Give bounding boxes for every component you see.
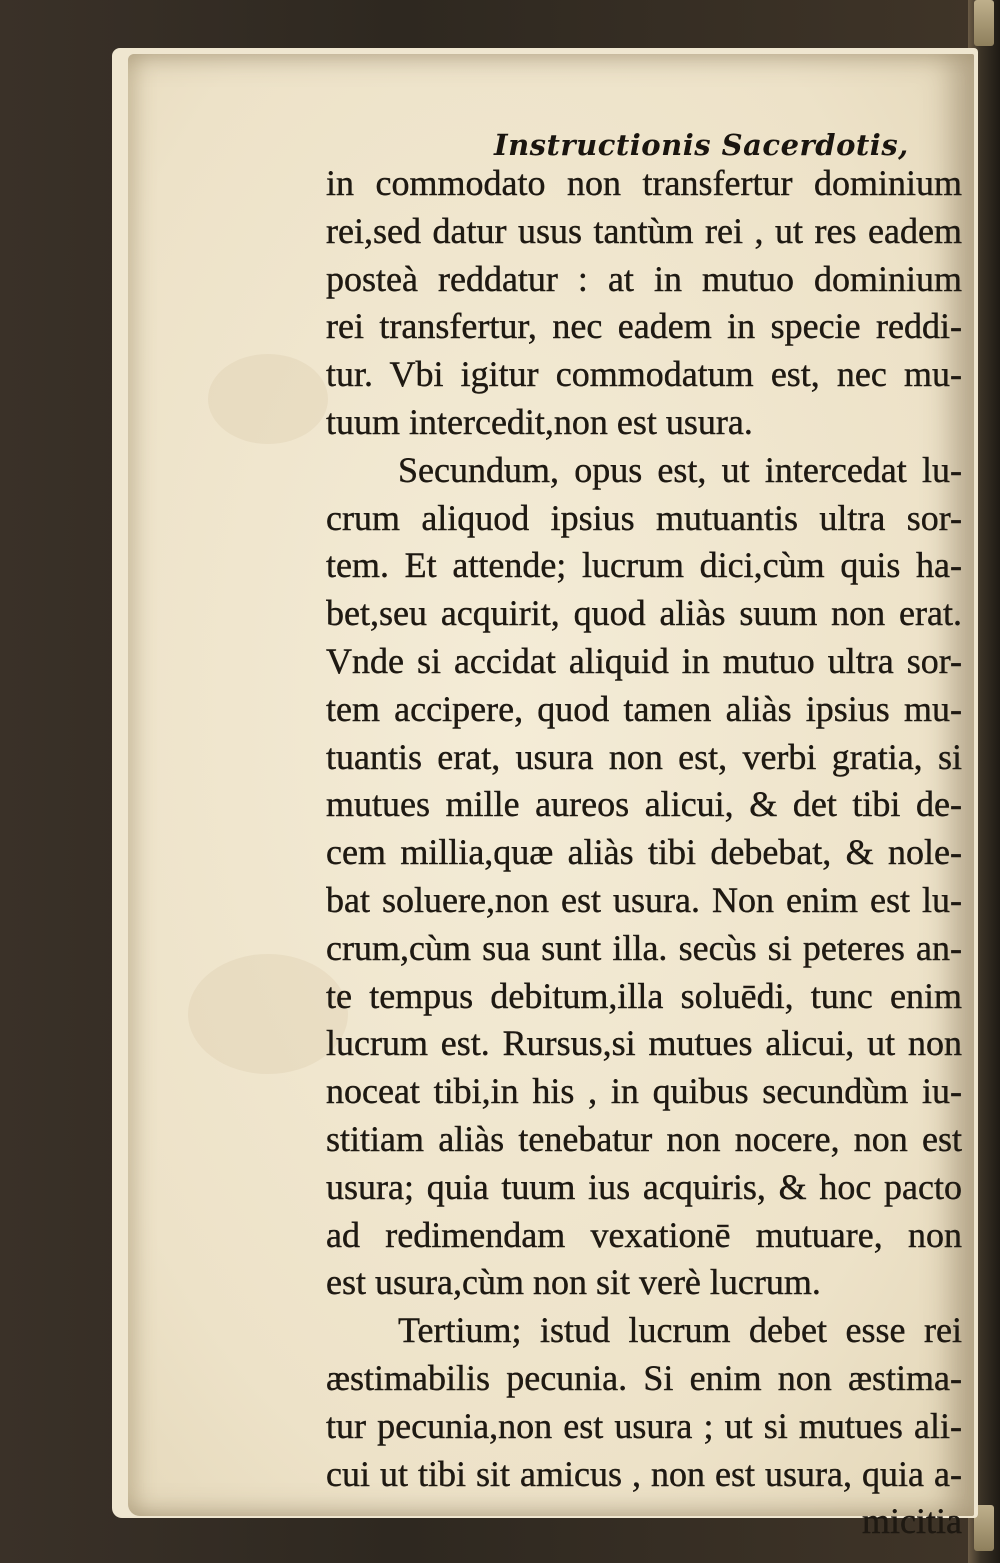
- text-line: usura; quia tuum ius acquiris, & hoc pacto: [326, 1166, 962, 1207]
- text-line: posteà reddatur : at in mutuo dominium: [326, 258, 962, 299]
- text-line: noceat tibi,in his , in quibus secundùm iu-: [326, 1071, 962, 1112]
- text-line: rei transfertur, nec eadem in specie reddi-: [326, 306, 962, 347]
- text-line: Vnde si accidat aliquid in mutuo ultra sor-: [326, 640, 962, 681]
- text-line: lucrum est. Rursus,si mutues alicui, ut non: [326, 1023, 962, 1064]
- text-line: crum aliquod ipsius mutuantis ultra sor-: [326, 497, 962, 538]
- text-line: tem accipere, quod tamen aliàs ipsius mu-: [326, 688, 962, 729]
- running-head: Instructionis Sacerdotis,: [494, 128, 909, 162]
- text-line: tem. Et attende; lucrum dici,cùm quis ha-: [326, 545, 962, 586]
- text-line: est usura,cùm non sit verè lucrum.: [326, 1262, 821, 1303]
- text-line: cem millia,quæ aliàs tibi debebat, & nole-: [326, 832, 962, 873]
- paragraph-start-line: Tertium; istud lucrum debet esse rei: [398, 1310, 962, 1351]
- text-line: bat soluere,non est usura. Non enim est lu-: [326, 879, 962, 920]
- clasp-top: [974, 0, 994, 46]
- text-line: ad redimendam vexationē mutuare, non: [326, 1214, 962, 1255]
- text-line: tur. Vbi igitur commodatum est, nec mu-: [326, 354, 962, 395]
- text-line: tuum intercedit,non est usura.: [326, 401, 753, 442]
- text-line: te tempus debitum,illa soluēdi, tunc enim: [326, 975, 962, 1016]
- paragraph-start-line: Secundum, opus est, ut intercedat lu-: [398, 449, 962, 490]
- text-line: æstimabilis pecunia. Si enim non æstima-: [326, 1357, 962, 1398]
- text-line: rei,sed datur usus tantùm rei , ut res eadem: [326, 210, 962, 251]
- text-line: cui ut tibi sit amicus , non est usura, quia a-: [326, 1453, 962, 1494]
- text-line: tuantis erat, usura non est, verbi gratia, si: [326, 736, 962, 777]
- text-line: in commodato non transfertur dominium: [326, 163, 962, 203]
- text-line: tur pecunia,non est usura ; ut si mutues ali-: [326, 1405, 962, 1446]
- text-line: crum,cùm sua sunt illa. secùs si peteres an-: [326, 927, 962, 968]
- text-line: mutues mille aureos alicui, & det tibi de-: [326, 784, 962, 825]
- text-line: stitiam aliàs tenebatur non nocere, non est: [326, 1118, 962, 1159]
- paper-stain: [188, 954, 348, 1074]
- text-body: [326, 160, 962, 1546]
- paper-stain: [208, 354, 328, 444]
- text-line: bet,seu acquirit, quod aliàs suum non erat.: [326, 593, 962, 634]
- catchword: micitia: [862, 1501, 962, 1542]
